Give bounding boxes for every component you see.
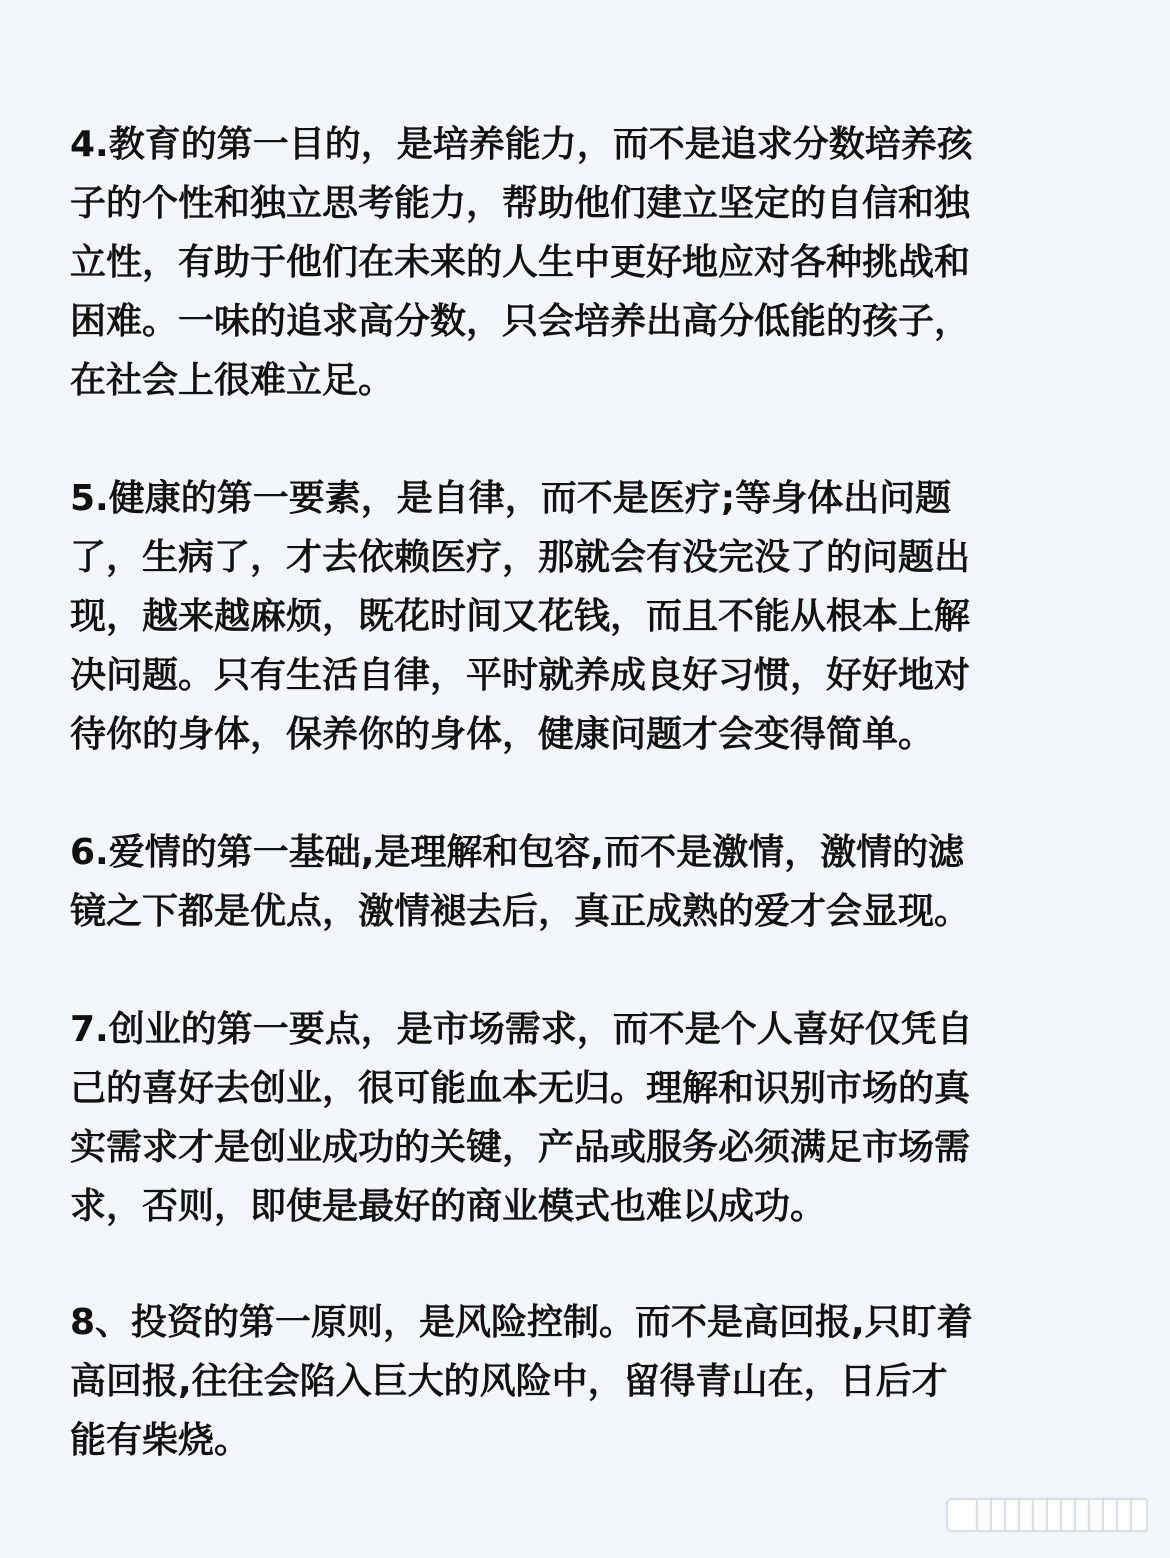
card-front-shape — [946, 1498, 980, 1532]
paragraph-5-health: 5.健康的第一要素，是自律，而不是医疗;等身体出问题 了，生病了，才去依赖医疗，那就会有没完没了的问题出 现，越来越麻烦，既花时间又花钱，而且不能从根本上解 决问题。只有生活自律，平时就养成良好习惯，好好地对 待你的身体，保养你的身体，健康问题才会变得简单。 — [70, 478, 971, 755]
paragraph-7-entrepreneurship: 7.创业的第一要点，是市场需求，而不是个人喜好仅凭自 己的喜好去创业，很可能血本无归。理解和识别市场的真 实需求才是创业成功的关键，产品或服务必须满足市场需 求，否则，即使是最好的商业模式也难以成功。 — [70, 1009, 973, 1227]
card-layer-shape — [1130, 1498, 1148, 1532]
paragraph-8-investment: 8、投资的第一原则，是风险控制。而不是高回报,只盯着 高回报,往往会陷入巨大的风险中，留得青山在，日后才 能有柴烧。 — [70, 1302, 973, 1461]
stacked-cards-icon — [946, 1498, 1148, 1532]
paragraph-4-education: 4.教育的第一目的，是培养能力，而不是追求分数培养孩 子的个性和独立思考能力，帮助他们建立坚定的自信和独 立性，有助于他们在未来的人生中更好地应对各种挑战和 困难。一味的追求高分数，只会培养出高分低能的孩子， 在社会上很难立足。 — [70, 124, 973, 401]
paragraph-6-love: 6.爱情的第一基础,是理解和包容,而不是激情，激情的滤 镜之下都是优点，激情褪去后，真正成熟的爱才会显现。 — [70, 832, 971, 932]
